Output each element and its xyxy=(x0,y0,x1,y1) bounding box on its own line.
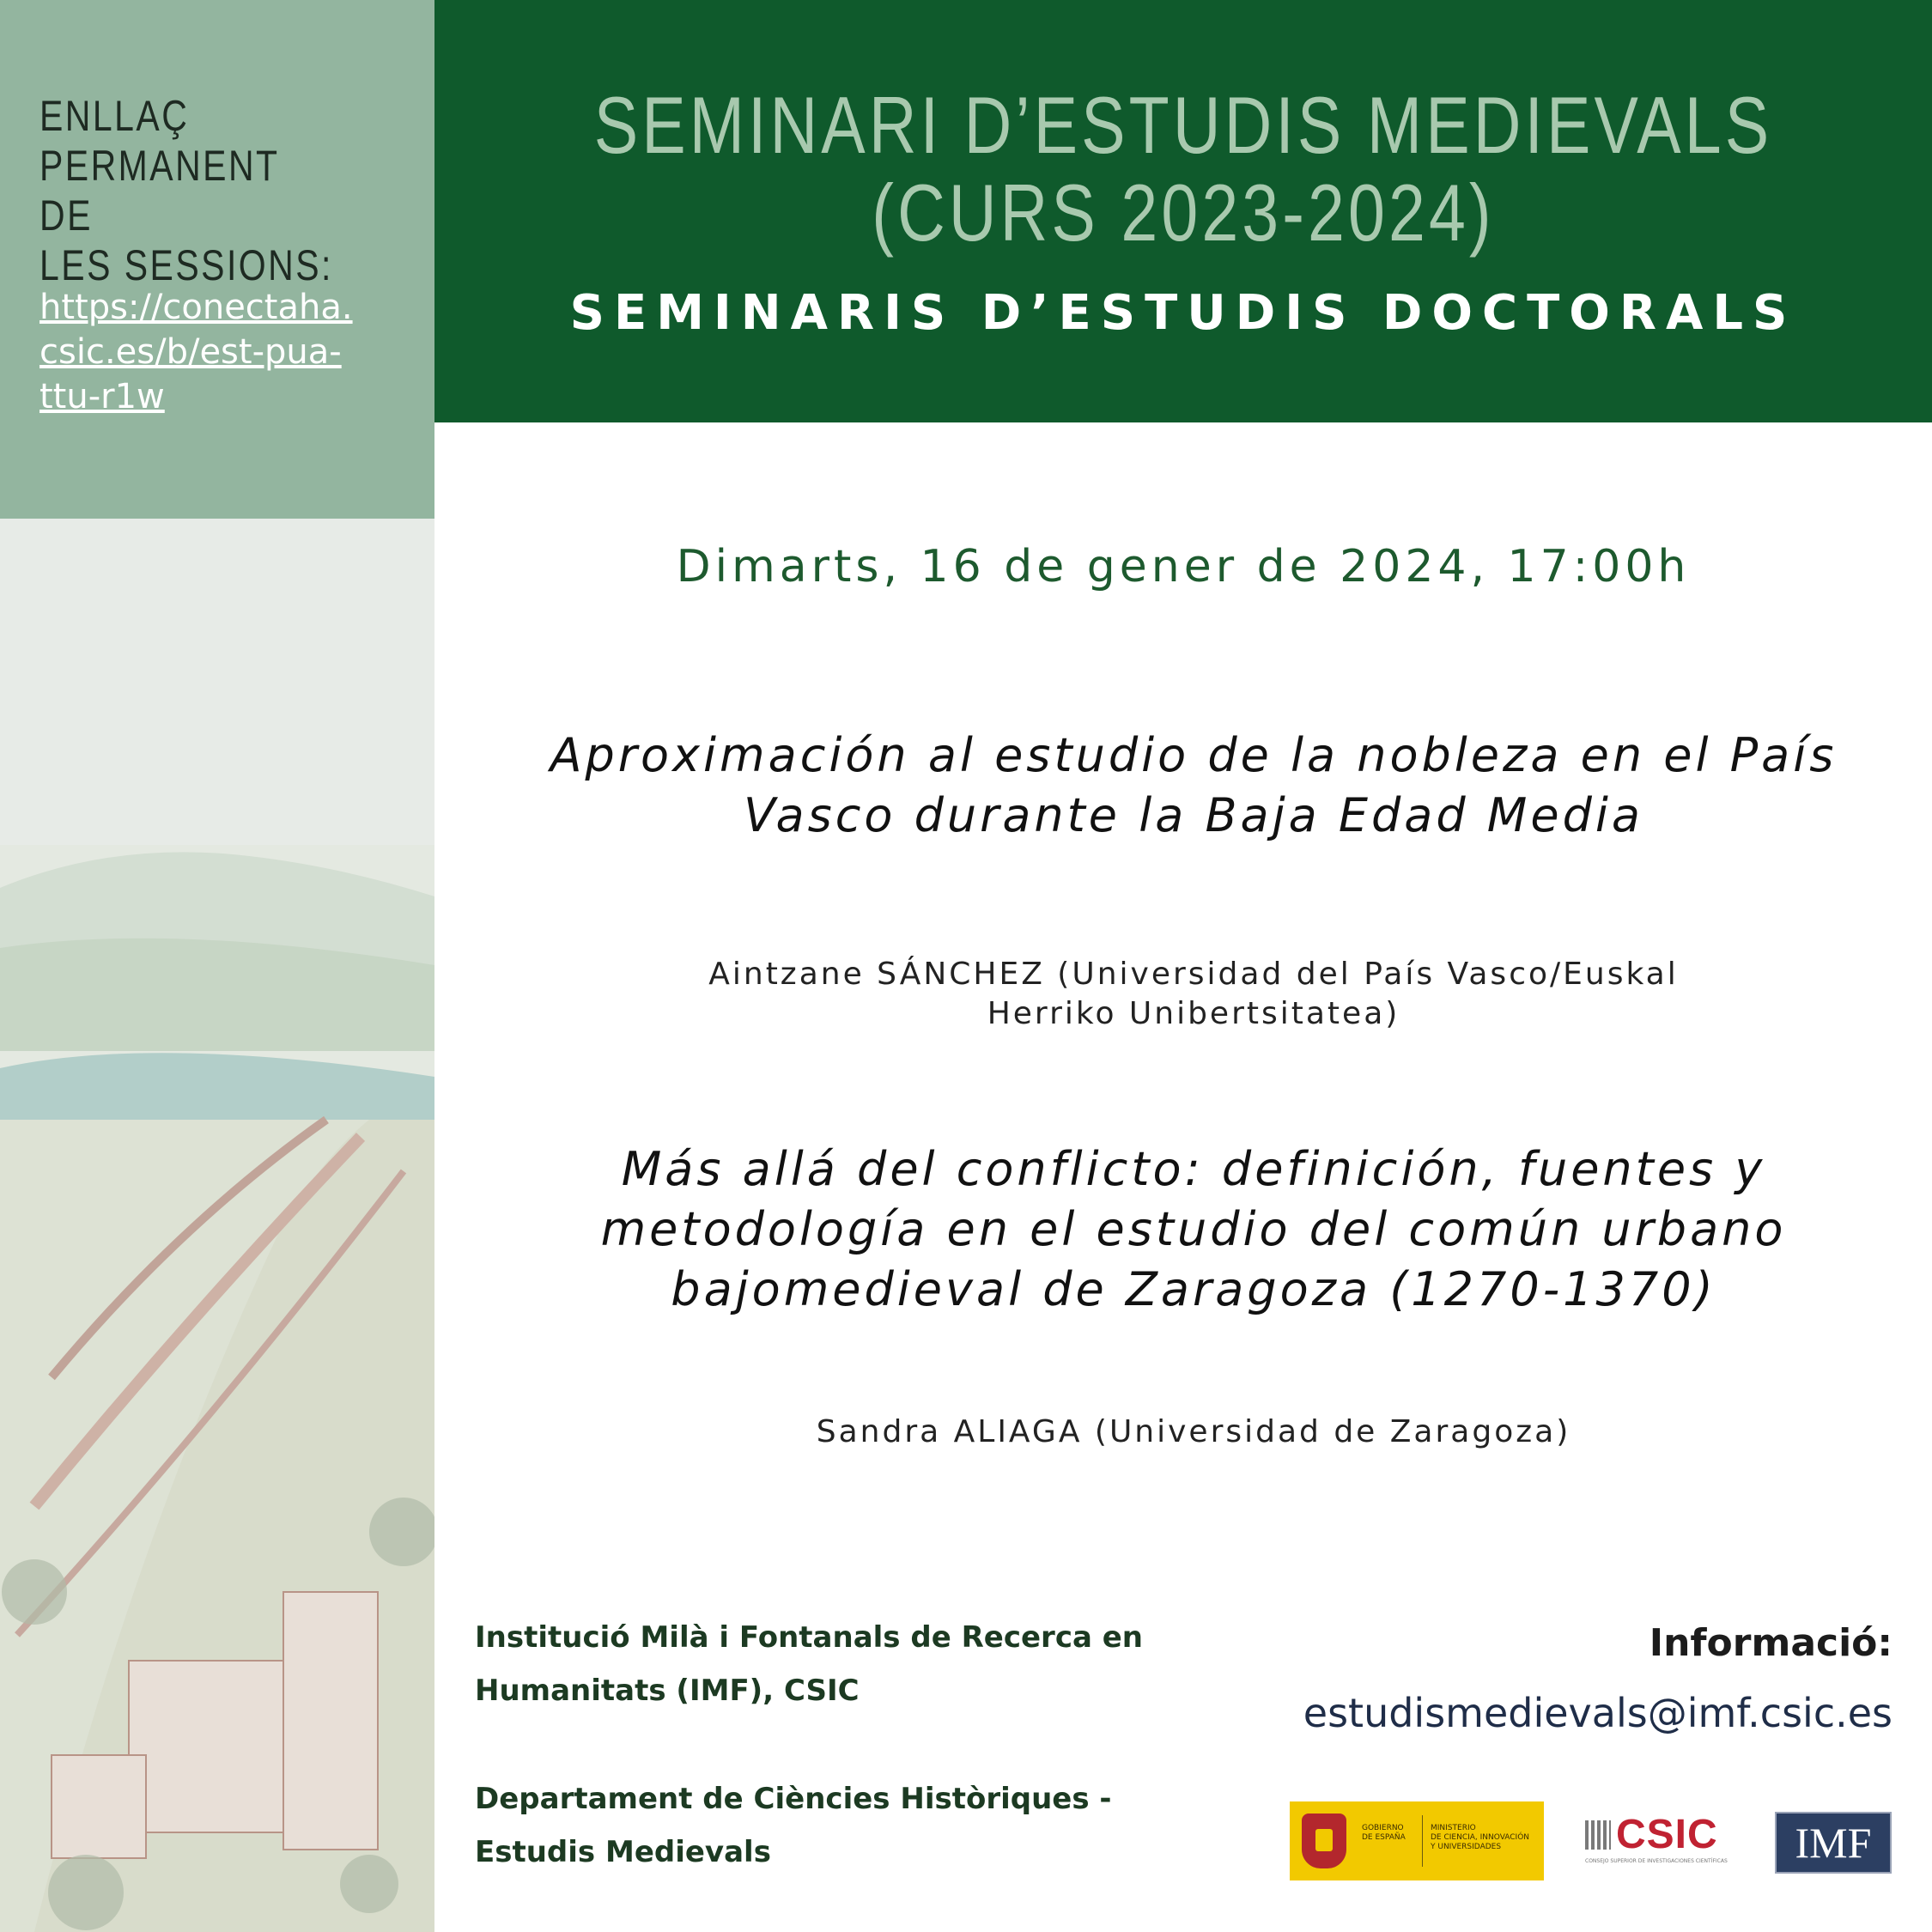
government-logo xyxy=(1290,1801,1544,1880)
department-name: Departament de Ciències Històriques - Estudis Medievals xyxy=(475,1782,1112,1869)
page-subtitle: SEMINARIS D’ESTUDIS DOCTORALS xyxy=(569,285,1797,341)
imf-logo: IMF xyxy=(1775,1812,1892,1874)
sidebar-panel xyxy=(0,0,434,519)
talk-1-title: Aproximación al estudio de la nobleza en el País Vasco durante la Baja Edad Media xyxy=(550,728,1838,842)
gov-logo-divider xyxy=(1422,1815,1423,1867)
csic-logo-text: CSIC xyxy=(1616,1812,1718,1857)
talk-2-speaker: Sandra ALIAGA (Universidad de Zaragoza) xyxy=(816,1414,1571,1449)
talk-2-title: Más allá del conflicto: definición, fuentes y metodología en el estudio del común urbano bajomedieval de Zaragoza (1270-1370) xyxy=(600,1142,1787,1316)
medieval-city-illustration xyxy=(0,519,434,1932)
institution-name: Institució Milà i Fontanals de Recerca en Humanitats (IMF), CSIC xyxy=(475,1620,1144,1708)
gov-logo-text: GOBIERNO DE ESPAÑA xyxy=(1362,1824,1406,1842)
header-banner xyxy=(434,0,1932,422)
ministry-logo-text: MINISTERIO DE CIENCIA, INNOVACIÓN Y UNIVERSIDADES xyxy=(1431,1824,1530,1851)
talk-1-speaker: Aintzane SÁNCHEZ (Universidad del País Vasco/Euskal Herriko Unibertsitatea) xyxy=(708,957,1679,1031)
csic-logo xyxy=(1585,1814,1748,1868)
page-title: SEMINARI D’ESTUDIS MEDIEVALS (CURS 2023-2024) xyxy=(593,80,1773,258)
coat-of-arms-icon xyxy=(1302,1814,1346,1868)
info-email-link[interactable]: estudismedievals@imf.csic.es xyxy=(1303,1690,1893,1736)
csic-emblem-icon xyxy=(1585,1820,1611,1850)
csic-logo-subtext: CONSEJO SUPERIOR DE INVESTIGACIONES CIENTÍFICAS xyxy=(1585,1858,1728,1864)
session-link[interactable]: https://conectaha. csic.es/b/est-pua- ttu-r1w xyxy=(39,288,353,416)
info-label: Informació: xyxy=(1649,1621,1893,1665)
illustration-drawing xyxy=(0,519,434,1932)
permanent-link-heading: ENLLAÇ PERMANENT DE LES SESSIONS: xyxy=(39,92,333,289)
session-date: Dimarts, 16 de gener de 2024, 17:00h xyxy=(676,541,1691,592)
